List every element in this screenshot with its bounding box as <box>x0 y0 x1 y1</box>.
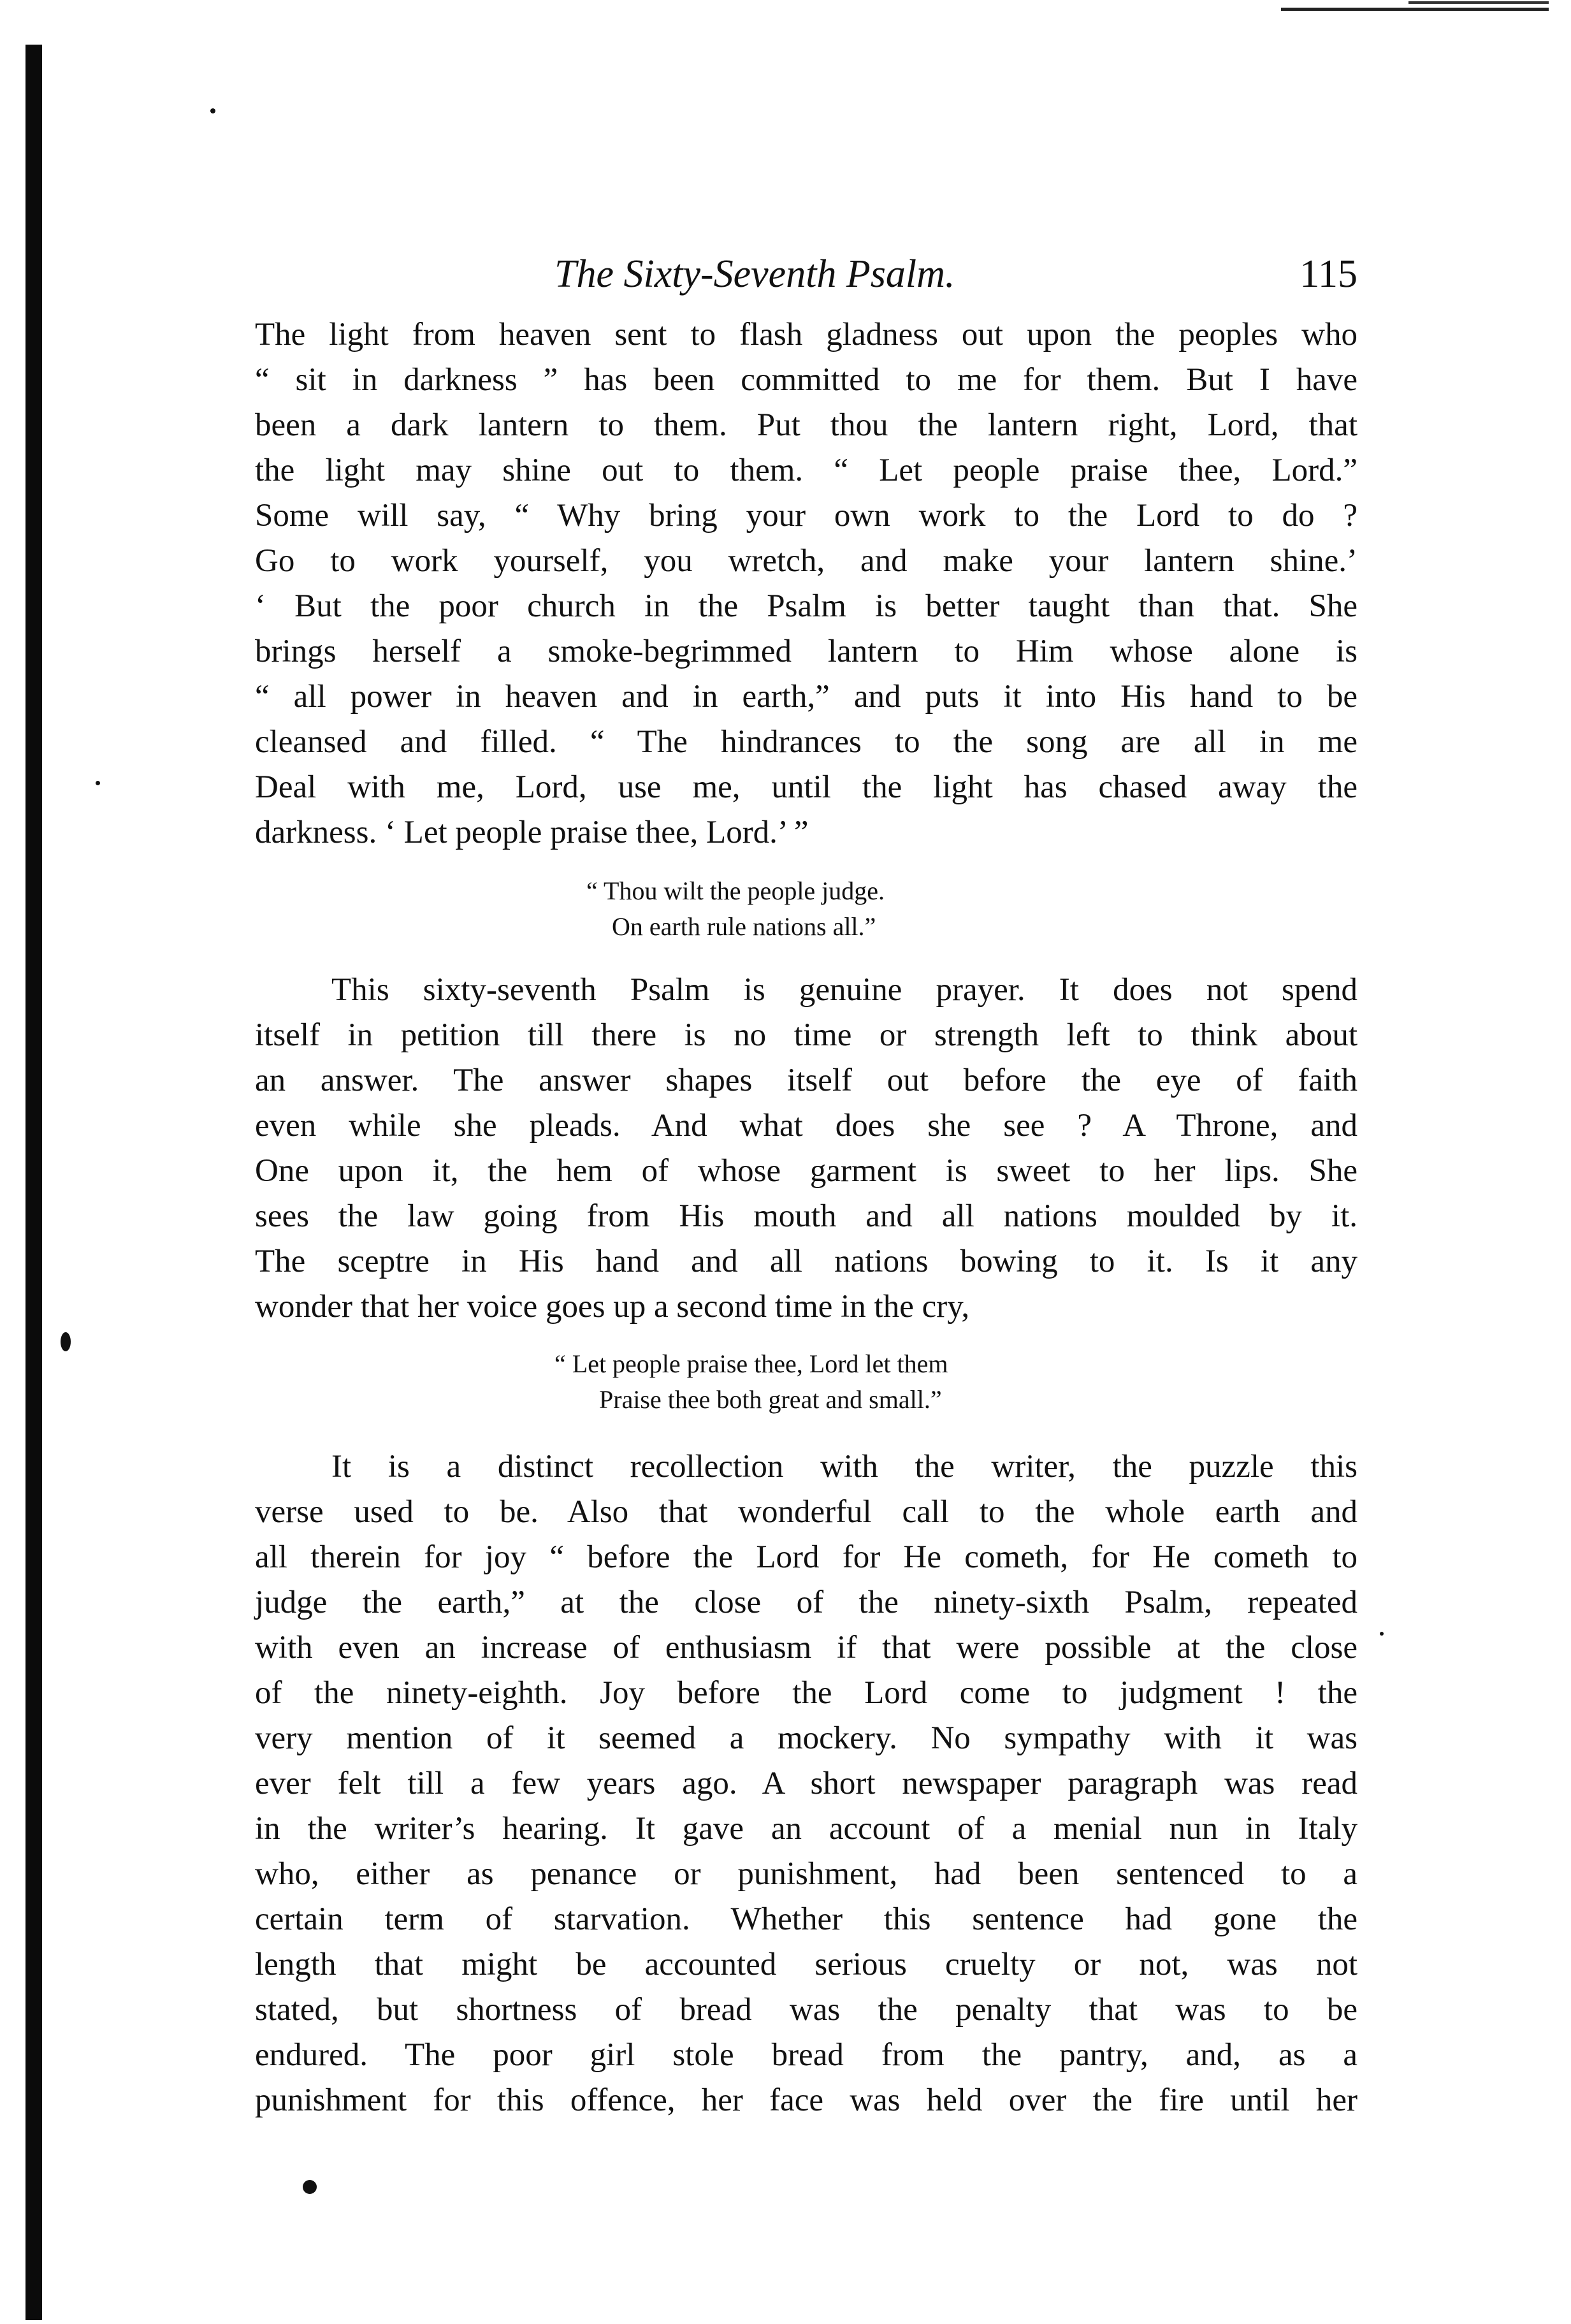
text-line: length that might be accounted serious cruelty or not, was not <box>255 1947 1357 1982</box>
text-line: who, either as penance or punishment, had been sentenced to a <box>255 1856 1357 1892</box>
text-line: cleansed and filled. “ The hindrances to the song are all in me <box>255 724 1357 760</box>
text-line: wonder that her voice goes up a second time in the cry, <box>255 1289 970 1325</box>
text-line: very mention of it seemed a mockery. No sympathy with it was <box>255 1720 1357 1756</box>
text-line: Deal with me, Lord, use me, until the light has chased away the <box>255 769 1357 805</box>
text-line: verse used to be. Also that wonderful call to the whole earth and <box>255 1494 1357 1530</box>
speck <box>96 781 100 785</box>
verse-line: On earth rule nations all.” <box>612 912 876 941</box>
text-line: darkness. ‘ Let people praise thee, Lord.’ ” <box>255 815 809 850</box>
text-line: an answer. The answer shapes itself out before the eye of faith <box>255 1063 1357 1098</box>
text-line: judge the earth,” at the close of the ninety-sixth Psalm, repeated <box>255 1585 1357 1620</box>
text-line: even while she pleads. And what does she see ? A Throne, and <box>255 1108 1357 1144</box>
text-line: brings herself a smoke-begrimmed lantern to Him whose alone is <box>255 634 1357 669</box>
text-line: Go to work yourself, you wretch, and make your lantern shine.’ <box>255 543 1357 579</box>
speck <box>61 1332 71 1351</box>
verse-quote <box>255 1346 1357 1418</box>
text-line: “ all power in heaven and in earth,” and puts it into His hand to be <box>255 679 1357 715</box>
text-line: the light may shine out to them. “ Let people praise thee, Lord.” <box>255 453 1357 488</box>
paragraph <box>255 1444 1357 2123</box>
text-line: “ sit in darkness ” has been committed to me for them. But I have <box>255 362 1357 398</box>
text-line: punishment for this offence, her face was held over the fire until her <box>255 2082 1357 2118</box>
footer-mark <box>303 2180 317 2194</box>
paragraph <box>255 968 1357 1330</box>
text-line: certain term of starvation. Whether this sentence had gone the <box>255 1901 1357 1937</box>
page-number: 115 <box>1300 252 1357 296</box>
text-line: in the writer’s hearing. It gave an account of a menial nun in Italy <box>255 1811 1357 1847</box>
text-line: stated, but shortness of bread was the penalty that was to be <box>255 1992 1357 2028</box>
text-line: The light from heaven sent to flash gladness out upon the peoples who <box>255 317 1357 352</box>
speck <box>210 108 215 113</box>
text-line: with even an increase of enthusiasm if that were possible at the close <box>255 1630 1357 1666</box>
text-line: of the ninety-eighth. Joy before the Lord come to judgment ! the <box>255 1675 1357 1711</box>
text-line: itself in petition till there is no time or strength left to think about <box>255 1017 1357 1053</box>
speck <box>1380 1632 1384 1636</box>
running-title: The Sixty-Seventh Psalm. <box>554 252 955 296</box>
text-line: ‘ But the poor church in the Psalm is better taught than that. She <box>255 588 1357 624</box>
text-line: endured. The poor girl stole bread from the pantry, and, as a <box>255 2037 1357 2073</box>
verse-line: “ Let people praise thee, Lord let them <box>554 1349 948 1378</box>
text-line: One upon it, the hem of whose garment is sweet to her lips. She <box>255 1153 1357 1189</box>
text-line: ever felt till a few years ago. A short newspaper paragraph was read <box>255 1766 1357 1801</box>
text-line: sees the law going from His mouth and all nations moulded by it. <box>255 1198 1357 1234</box>
page-header <box>255 245 1357 303</box>
text-line: all therein for joy “ before the Lord for He cometh, for He cometh to <box>255 1539 1357 1575</box>
binding-edge <box>25 45 42 2320</box>
paragraph <box>255 312 1357 855</box>
text-line: This sixty-seventh Psalm is genuine prayer. It does not spend <box>331 972 1357 1008</box>
text-line: Some will say, “ Why bring your own work to the Lord to do ? <box>255 498 1357 534</box>
top-rule-secondary <box>1408 1 1549 4</box>
verse-line: Praise thee both great and small.” <box>599 1385 942 1414</box>
top-rule <box>1281 8 1549 11</box>
page-body <box>255 312 1357 2123</box>
text-line: It is a distinct recollection with the writer, the puzzle this <box>331 1449 1357 1485</box>
verse-quote <box>255 873 1357 945</box>
text-line: been a dark lantern to them. Put thou the lantern right, Lord, that <box>255 407 1357 443</box>
text-line: The sceptre in His hand and all nations bowing to it. Is it any <box>255 1244 1357 1279</box>
verse-line: “ Thou wilt the people judge. <box>586 876 885 905</box>
